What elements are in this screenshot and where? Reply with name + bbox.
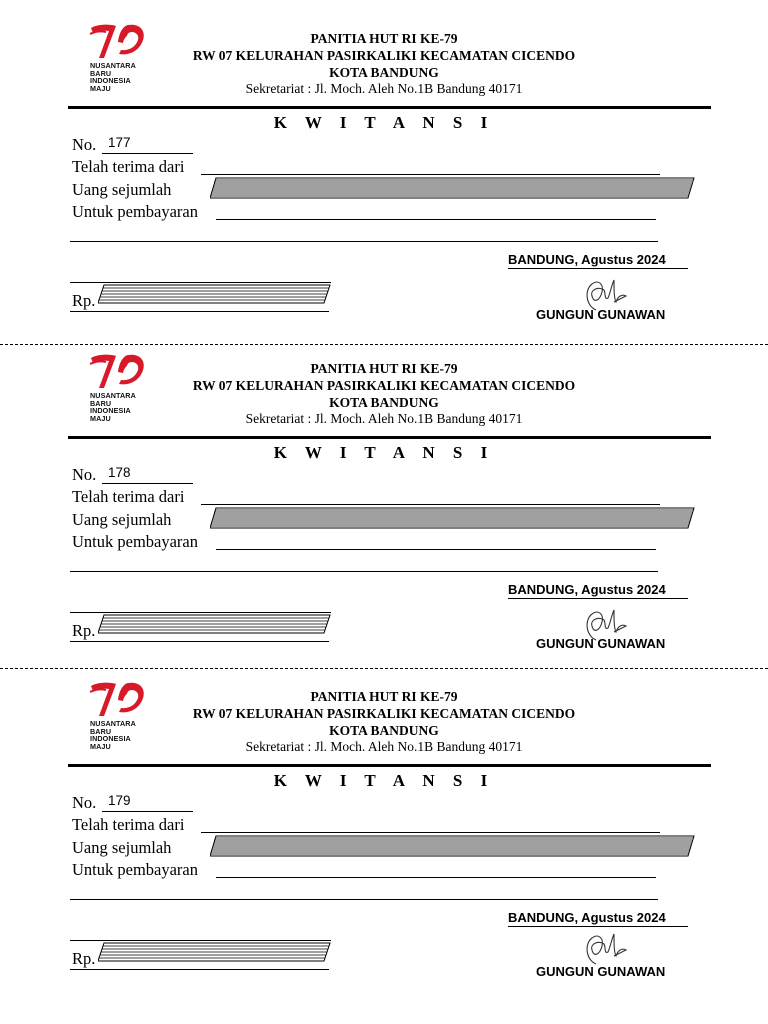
received-from-line[interactable] (201, 174, 660, 175)
logo-line-3: INDONESIA (90, 734, 131, 744)
receipt-number: 177 (108, 135, 131, 150)
cut-line (0, 668, 768, 669)
no-label: No. (72, 793, 97, 812)
received-from-label: Telah terima dari (72, 815, 185, 834)
receipt-number: 179 (108, 793, 131, 808)
header-rw: RW 07 KELURAHAN PASIRKALIKI KECAMATAN CICENDO (192, 48, 576, 63)
header-rule (68, 106, 711, 109)
logo-line-3: INDONESIA (90, 76, 131, 86)
amount-label: Uang sejumlah (72, 180, 172, 199)
header-committee: PANITIA HUT RI KE-79 (310, 361, 458, 376)
no-label: No. (72, 465, 97, 484)
rp-hatch-box[interactable] (98, 614, 332, 634)
logo-line-3: INDONESIA (90, 406, 131, 416)
city-date-underline (508, 268, 688, 269)
city-date-underline (508, 926, 688, 927)
amount-label: Uang sejumlah (72, 838, 172, 857)
no-underline (102, 153, 193, 154)
logo-line-1: NUSANTARA (90, 61, 136, 70)
no-label: No. (72, 135, 97, 154)
signer-name: GUNGUN GUNAWAN (536, 636, 666, 651)
header-committee: PANITIA HUT RI KE-79 (310, 31, 458, 46)
payment-for-label: Untuk pembayaran (72, 202, 198, 221)
header-committee: PANITIA HUT RI KE-79 (310, 689, 458, 704)
receipt-2 (0, 352, 768, 680)
payment-for-line-2[interactable] (70, 899, 658, 900)
rp-hatch-box[interactable] (98, 284, 332, 304)
logo-line-4: MAJU (90, 83, 111, 93)
amount-hatch-box[interactable] (210, 177, 695, 199)
receipt-1 (0, 22, 768, 350)
rp-upper-line (70, 282, 331, 283)
header-city: KOTA BANDUNG (329, 395, 439, 410)
city-date: BANDUNG, Agustus 2024 (508, 582, 666, 597)
receipt-number: 178 (108, 465, 131, 480)
header-address: Sekretariat : Jl. Moch. Aleh No.1B Bandung 40171 (245, 81, 523, 96)
header-rw: RW 07 KELURAHAN PASIRKALIKI KECAMATAN CICENDO (192, 378, 576, 393)
logo-line-2: BARU (90, 398, 112, 408)
header-city: KOTA BANDUNG (329, 723, 439, 738)
amount-hatch-box[interactable] (210, 835, 695, 857)
payment-for-line[interactable] (216, 549, 656, 550)
received-from-label: Telah terima dari (72, 487, 185, 506)
rp-upper-line (70, 940, 331, 941)
signer-name: GUNGUN GUNAWAN (536, 964, 666, 979)
rp-label: Rp. (72, 291, 96, 310)
payment-for-line-2[interactable] (70, 571, 658, 572)
amount-label: Uang sejumlah (72, 510, 172, 529)
payment-for-line[interactable] (216, 877, 656, 878)
payment-for-label: Untuk pembayaran (72, 860, 198, 879)
logo-line-1: NUSANTARA (90, 391, 136, 400)
cut-line (0, 344, 768, 345)
receipt-title: K W I T A N S I (273, 113, 495, 132)
payment-for-line[interactable] (216, 219, 656, 220)
header-rule (68, 436, 711, 439)
logo-line-4: MAJU (90, 741, 111, 751)
header-rw: RW 07 KELURAHAN PASIRKALIKI KECAMATAN CICENDO (192, 706, 576, 721)
received-from-label: Telah terima dari (72, 157, 185, 176)
received-from-line[interactable] (201, 504, 660, 505)
rp-upper-line (70, 612, 331, 613)
rp-lower-line (70, 969, 329, 970)
city-date-underline (508, 598, 688, 599)
payment-for-label: Untuk pembayaran (72, 532, 198, 551)
rp-lower-line (70, 641, 329, 642)
logo-line-1: NUSANTARA (90, 719, 136, 728)
rp-hatch-box[interactable] (98, 942, 332, 962)
receipt-title: K W I T A N S I (273, 771, 495, 790)
signer-name: GUNGUN GUNAWAN (536, 307, 666, 322)
city-date: BANDUNG, Agustus 2024 (508, 910, 666, 925)
rp-lower-line (70, 311, 329, 312)
logo-line-2: BARU (90, 726, 112, 736)
city-date: BANDUNG, Agustus 2024 (508, 252, 666, 267)
header-address: Sekretariat : Jl. Moch. Aleh No.1B Bandung 40171 (245, 739, 523, 754)
no-underline (102, 811, 193, 812)
header-city: KOTA BANDUNG (329, 65, 439, 80)
rp-label: Rp. (72, 621, 96, 640)
payment-for-line-2[interactable] (70, 241, 658, 242)
received-from-line[interactable] (201, 832, 660, 833)
receipt-title: K W I T A N S I (273, 443, 495, 462)
logo-line-2: BARU (90, 68, 112, 78)
rp-label: Rp. (72, 949, 96, 968)
header-rule (68, 764, 711, 767)
amount-hatch-box[interactable] (210, 507, 695, 529)
header-address: Sekretariat : Jl. Moch. Aleh No.1B Bandung 40171 (245, 411, 523, 426)
receipt-3 (0, 680, 768, 1008)
no-underline (102, 483, 193, 484)
logo-line-4: MAJU (90, 413, 111, 423)
